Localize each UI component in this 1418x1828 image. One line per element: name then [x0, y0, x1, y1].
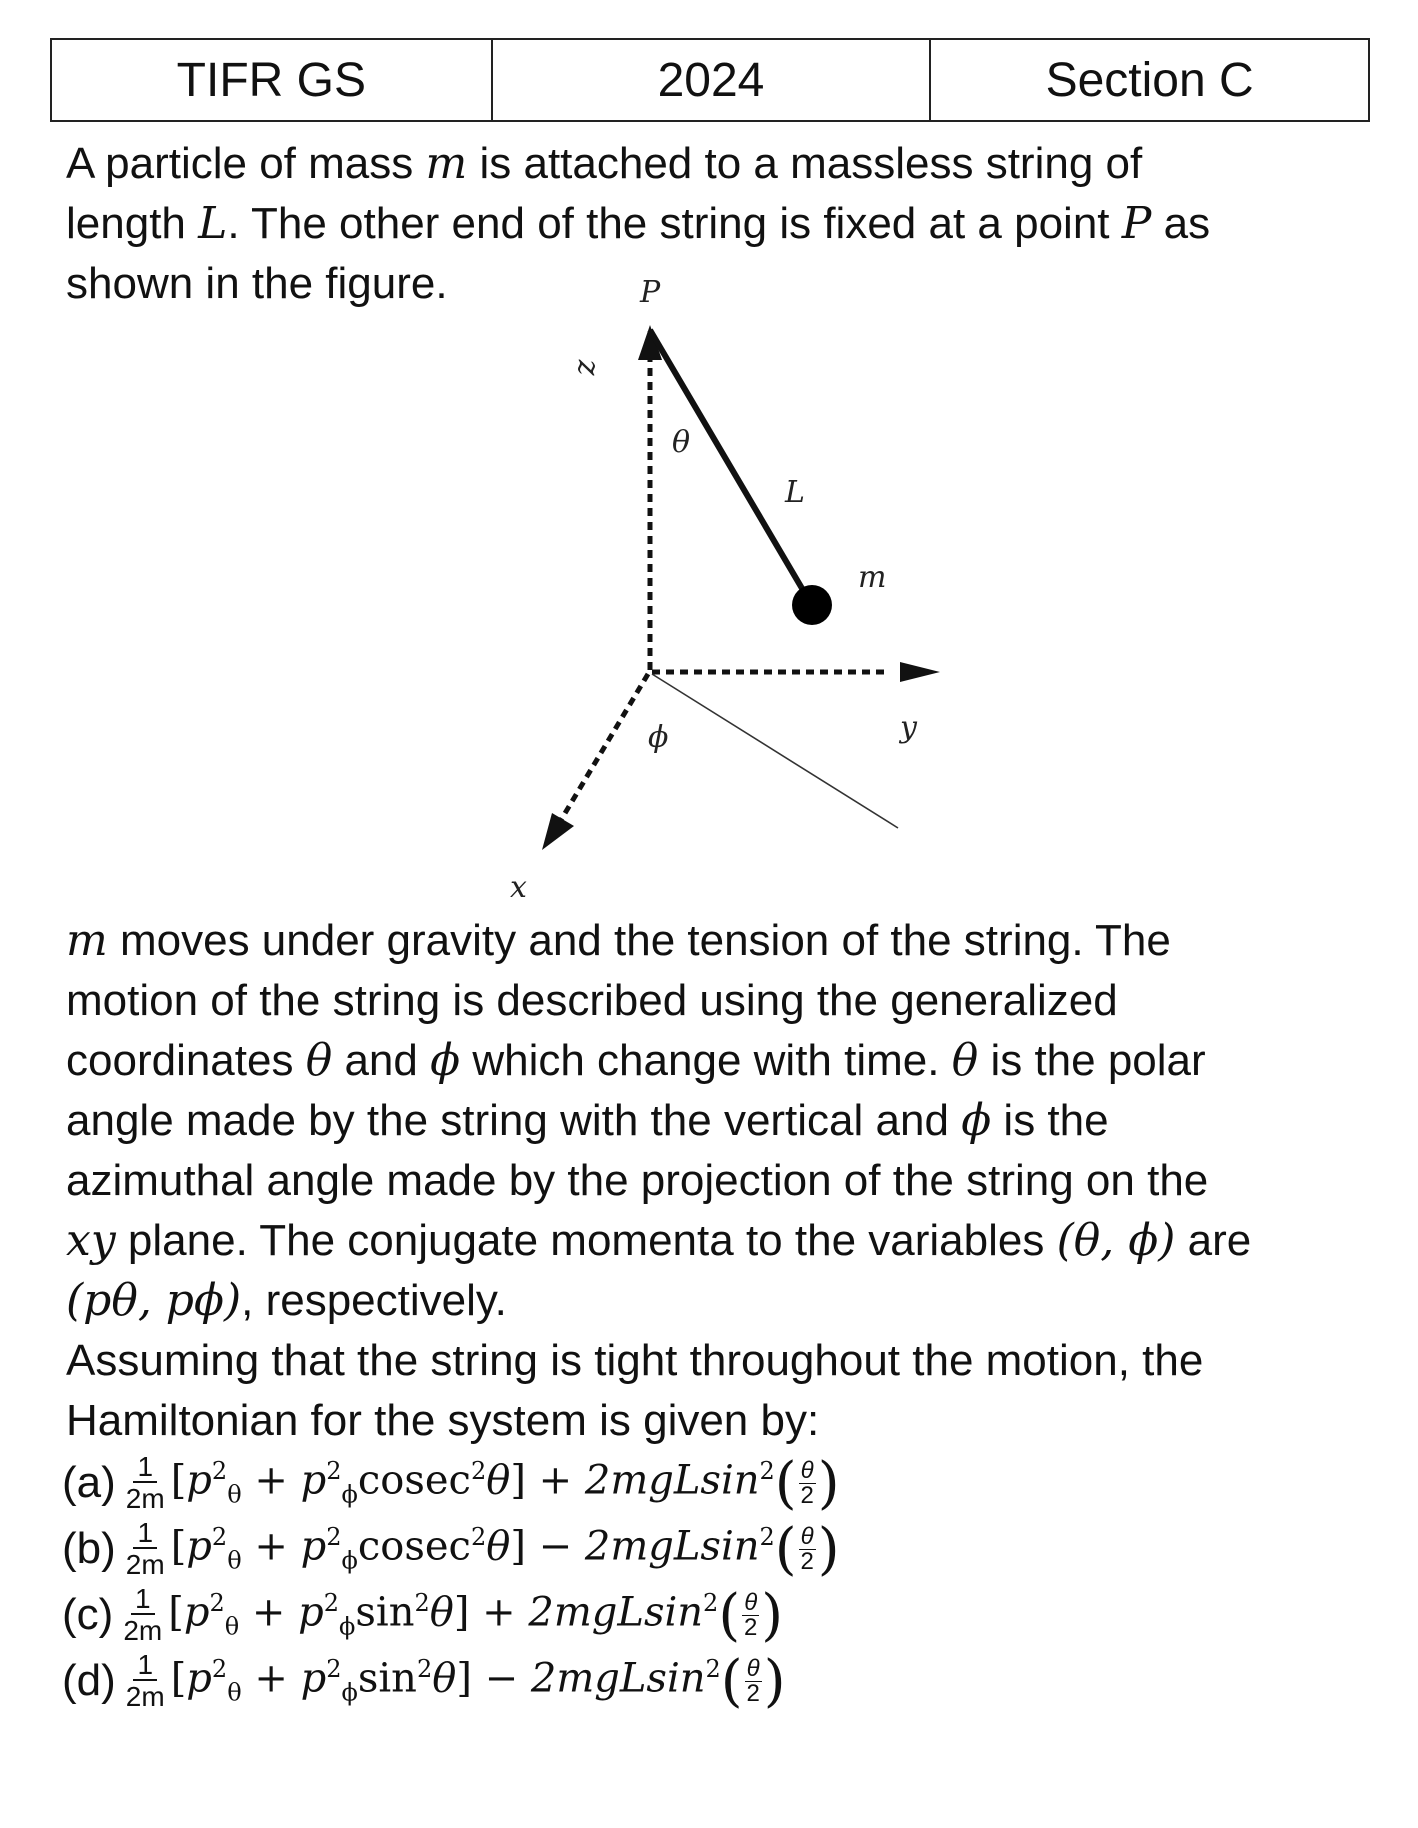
x-axis	[555, 674, 648, 830]
exam-name: TIFR GS	[176, 53, 366, 107]
fraction-denominator: 2m	[125, 1483, 165, 1514]
fraction-denominator: 2m	[123, 1615, 163, 1646]
option-d: (d) $\frac{1}{2m}$ $[p^2_\theta + p^2_\phi\sin^2\theta] - 2mgLsin^2$ ( θ 2 )	[62, 1648, 786, 1714]
fraction	[123, 1585, 162, 1645]
label-y: y	[900, 710, 917, 745]
fraction-denominator: 2m	[125, 1681, 165, 1712]
label-z: z	[567, 359, 603, 376]
option-c: (c) $\frac{1}{2m}$ $[p^2_\theta + p^2_\phi\sin^2\theta] + 2mgLsin^2$ ( θ 2 )	[62, 1582, 784, 1648]
label-x: x	[510, 870, 527, 905]
option-label: (a)	[62, 1458, 116, 1507]
fraction-numerator: 1	[133, 1519, 157, 1549]
intro-line-3: shown in the figure.	[66, 259, 448, 308]
fraction	[126, 1651, 165, 1711]
label-m: m	[858, 560, 887, 595]
string	[650, 330, 810, 602]
exam-year: 2024	[491, 40, 930, 120]
fraction-denominator: 2m	[125, 1549, 165, 1580]
fraction-numerator: 1	[133, 1651, 157, 1681]
pendulum-figure	[480, 270, 940, 910]
intro-line-2: length L. The other end of the string is fixed at a point P as	[66, 198, 1211, 249]
body-line-2: motion of the string is described using the generalized	[66, 976, 1118, 1025]
mass-bob	[792, 585, 832, 625]
header-table	[50, 38, 1370, 122]
half-angle: θ 2	[800, 1456, 814, 1509]
body-line-3: coordinates θ and ϕ which change with time. θ is the polar	[66, 1035, 1206, 1086]
option-label: (b)	[62, 1524, 116, 1573]
label-theta: θ	[672, 425, 691, 460]
fraction	[126, 1453, 165, 1513]
hamiltonian-expression: $[p^2_\theta + p^2_\phi\sin^2\theta] - 2mgLsin^2$	[170, 1655, 721, 1707]
hamiltonian-expression: $[p^2_\theta + p^2_\phi cosec^2\theta] - 2mgLsin^2$	[170, 1523, 775, 1575]
intro-line-1: A particle of mass m is attached to a massless string of	[66, 138, 1143, 189]
hamiltonian-expression: $[p^2_\theta + p^2_\phi cosec^2\theta] + 2mgLsin^2$	[170, 1457, 775, 1509]
fraction-numerator: 1	[131, 1585, 155, 1615]
body-line-8: Assuming that the string is tight throughout the motion, the	[66, 1336, 1204, 1385]
option-b: (b) $\frac{1}{2m}$ $[p^2_\theta + p^2_\phi cosec^2\theta] - 2mgLsin^2$ ( θ 2 )	[62, 1516, 840, 1582]
label-P: P	[640, 275, 661, 310]
y-axis-arrowhead	[900, 662, 940, 682]
x-axis-arrowhead	[542, 813, 574, 850]
option-label: (c)	[62, 1590, 114, 1639]
body-line-9: Hamiltonian for the system is given by:	[66, 1396, 820, 1445]
body-line-5: azimuthal angle made by the projection of the string on the	[66, 1156, 1209, 1205]
projection-line	[652, 674, 898, 828]
option-a: (a) $\frac{1}{2m}$ $[p^2_\theta + p^2_\phi cosec^2\theta] + 2mgLsin^2$ ( θ 2 )	[62, 1450, 840, 1516]
body-line-6: xy plane. The conjugate momenta to the variables (θ, ϕ) are	[66, 1215, 1252, 1266]
body-line-1: m moves under gravity and the tension of the string. The	[66, 915, 1171, 966]
fraction	[126, 1519, 165, 1579]
exam-section: Section C	[929, 40, 1368, 120]
body-line-7: (pθ, pϕ), respectively.	[66, 1275, 507, 1326]
label-L: L	[785, 475, 805, 510]
option-label: (d)	[62, 1656, 116, 1705]
label-phi: ϕ	[648, 720, 669, 755]
body-line-4: angle made by the string with the vertical and ϕ is the	[66, 1095, 1109, 1146]
half-angle: θ 2	[744, 1588, 758, 1641]
half-angle: θ 2	[800, 1522, 814, 1575]
fraction-numerator: 1	[133, 1453, 157, 1483]
half-angle: θ 2	[746, 1654, 760, 1707]
hamiltonian-expression: $[p^2_\theta + p^2_\phi\sin^2\theta] + 2mgLsin^2$	[168, 1589, 719, 1641]
